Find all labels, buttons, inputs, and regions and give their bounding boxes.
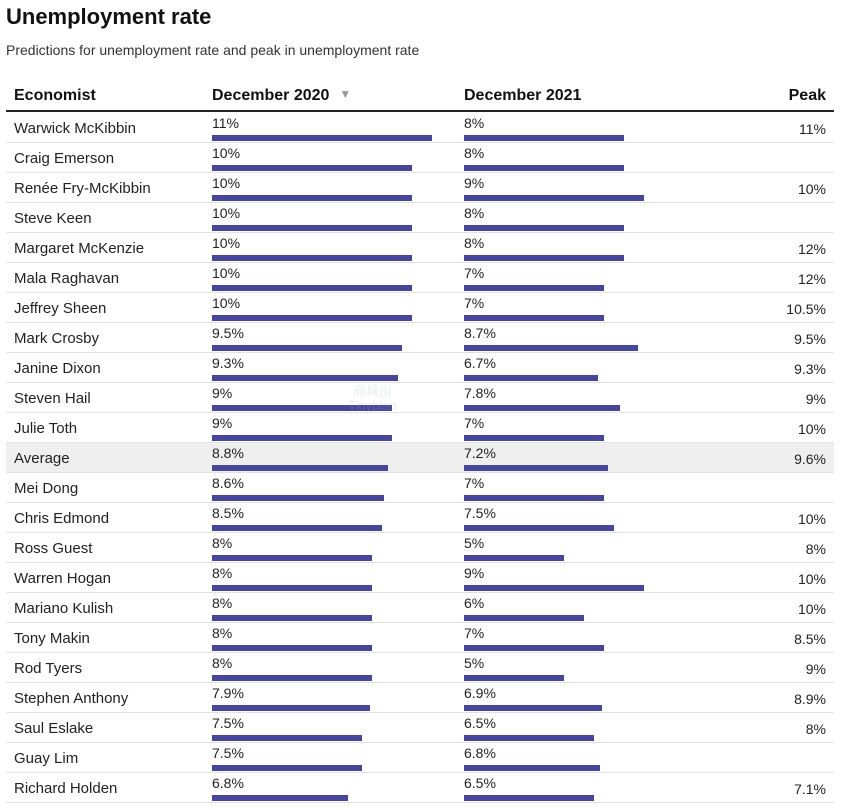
december-2020-bar	[212, 555, 372, 561]
economist-name: Warren Hogan	[14, 570, 111, 587]
december-2021-value: 8%	[464, 235, 485, 251]
december-2021-value: 8.7%	[464, 325, 496, 341]
table-row	[6, 683, 834, 713]
december-2020-value: 8.5%	[212, 505, 244, 521]
december-2021-bar	[464, 645, 604, 651]
december-2020-value: 10%	[212, 145, 241, 161]
december-2020-bar	[212, 135, 432, 141]
sort-descending-icon[interactable]: ▼	[339, 87, 352, 101]
december-2020-value: 8%	[212, 595, 233, 611]
december-2020-bar	[212, 765, 362, 771]
economist-name: Chris Edmond	[14, 510, 110, 527]
december-2020-value: 10%	[212, 235, 241, 251]
december-2021-value: 7%	[464, 415, 485, 431]
december-2021-value: 6.7%	[464, 355, 496, 371]
december-2021-bar	[464, 615, 584, 621]
economist-name: Tony Makin	[14, 630, 90, 647]
table-row	[6, 503, 834, 533]
table-row	[6, 653, 834, 683]
december-2021-bar	[464, 135, 624, 141]
december-2021-value: 6%	[464, 595, 485, 611]
peak-value: 9.5%	[794, 331, 826, 347]
peak-value: 9%	[805, 661, 826, 677]
december-2020-value: 9%	[212, 415, 233, 431]
december-2020-value: 8%	[212, 625, 233, 641]
december-2020-bar	[212, 735, 362, 741]
table-row	[6, 533, 834, 563]
economist-name: Average	[14, 450, 70, 467]
december-2020-value: 6.8%	[212, 775, 244, 791]
december-2021-value: 8%	[464, 205, 485, 221]
peak-value: 7.1%	[794, 781, 826, 797]
table-header	[6, 82, 834, 112]
december-2020-bar	[212, 645, 372, 651]
december-2020-bar	[212, 285, 412, 291]
december-2020-value: 8.8%	[212, 445, 244, 461]
column-header-peak[interactable]: Peak	[788, 87, 826, 104]
december-2020-bar	[212, 405, 392, 411]
table-row	[6, 383, 834, 413]
december-2020-bar	[212, 615, 372, 621]
december-2021-value: 6.5%	[464, 715, 496, 731]
economist-name: Steve Keen	[14, 210, 92, 227]
column-header-december-2020[interactable]	[212, 87, 351, 105]
december-2021-bar	[464, 705, 602, 711]
december-2020-bar	[212, 255, 412, 261]
peak-value: 11%	[799, 121, 826, 137]
december-2020-value: 8%	[212, 655, 233, 671]
december-2020-value: 9.5%	[212, 325, 244, 341]
economist-name: Julie Toth	[14, 420, 78, 437]
december-2020-value: 8.6%	[212, 475, 244, 491]
december-2020-value: 7.5%	[212, 745, 244, 761]
economist-name: Rod Tyers	[14, 660, 83, 677]
december-2021-bar	[464, 735, 594, 741]
peak-value: 8.5%	[794, 631, 826, 647]
economist-name: Stephen Anthony	[14, 690, 129, 707]
economist-name: Ross Guest	[14, 540, 93, 557]
economist-name: Mala Raghavan	[14, 270, 120, 287]
december-2021-value: 7%	[464, 625, 485, 641]
december-2020-bar	[212, 525, 382, 531]
december-2020-value: 8%	[212, 565, 233, 581]
december-2020-value: 10%	[212, 205, 241, 221]
december-2020-value: 7.5%	[212, 715, 244, 731]
december-2020-bar	[212, 795, 348, 801]
table-row	[6, 203, 834, 233]
december-2021-bar	[464, 285, 604, 291]
peak-value: 9.6%	[794, 451, 826, 467]
economist-name: Mei Dong	[14, 480, 79, 497]
economist-name: Margaret McKenzie	[14, 240, 145, 257]
economist-name: Renée Fry-McKibbin	[14, 180, 151, 197]
december-2021-value: 5%	[464, 655, 485, 671]
december-2021-value: 5%	[464, 535, 485, 551]
december-2021-bar	[464, 405, 620, 411]
december-2020-value: 10%	[212, 295, 241, 311]
december-2020-bar	[212, 165, 412, 171]
economist-name: Saul Eslake	[14, 720, 94, 737]
december-2021-value: 7.5%	[464, 505, 496, 521]
december-2021-bar	[464, 315, 604, 321]
december-2021-value: 9%	[464, 565, 485, 581]
peak-value: 10%	[797, 181, 826, 197]
table-row	[6, 623, 834, 653]
economist-name: Warwick McKibbin	[14, 120, 136, 137]
december-2020-value: 8%	[212, 535, 233, 551]
peak-value: 9%	[805, 391, 826, 407]
chart-subtitle: Predictions for unemployment rate and peak in unemployment rate	[6, 42, 420, 58]
peak-value: 12%	[797, 241, 826, 257]
peak-value: 10%	[797, 421, 826, 437]
december-2021-bar	[464, 675, 564, 681]
table-row	[6, 593, 834, 623]
december-2020-value: 11%	[212, 115, 239, 131]
december-2020-bar	[212, 435, 392, 441]
december-2020-bar	[212, 585, 372, 591]
table-row	[6, 113, 834, 143]
table-row	[6, 413, 834, 443]
december-2020-bar	[212, 315, 412, 321]
peak-value: 10%	[797, 571, 826, 587]
december-2021-bar	[464, 345, 638, 351]
economist-name: Craig Emerson	[14, 150, 115, 167]
peak-value: 12%	[797, 271, 826, 287]
table-row	[6, 473, 834, 503]
december-2021-bar	[464, 435, 604, 441]
economist-name: Richard Holden	[14, 780, 118, 797]
december-2021-bar	[464, 525, 614, 531]
december-2020-value: 10%	[212, 265, 241, 281]
economist-name: Guay Lim	[14, 750, 79, 767]
december-2021-value: 6.9%	[464, 685, 496, 701]
december-2021-value: 7.2%	[464, 445, 496, 461]
december-2021-bar	[464, 555, 564, 561]
table-row	[6, 713, 834, 743]
watermark-line2: Tinybian	[348, 398, 397, 413]
economist-name: Jeffrey Sheen	[14, 300, 107, 317]
december-2020-value: 9.3%	[212, 355, 244, 371]
table-row	[6, 293, 834, 323]
december-2021-value: 8%	[464, 145, 485, 161]
december-2021-bar	[464, 195, 644, 201]
peak-value: 10%	[797, 601, 826, 617]
december-2020-bar	[212, 705, 370, 711]
december-2021-value: 8%	[464, 115, 485, 131]
december-2021-bar	[464, 375, 598, 381]
peak-value: 10%	[797, 511, 826, 527]
peak-value: 8.9%	[794, 691, 826, 707]
watermark-line1: 商城由	[352, 384, 392, 399]
december-2020-bar	[212, 375, 398, 381]
december-2021-bar	[464, 585, 644, 591]
december-2021-value: 7%	[464, 475, 485, 491]
peak-value: 10.5%	[786, 301, 826, 317]
december-2021-value: 7%	[464, 265, 485, 281]
december-2020-bar	[212, 225, 412, 231]
economist-name: Janine Dixon	[14, 360, 101, 377]
december-2021-value: 6.8%	[464, 745, 496, 761]
peak-value: 8%	[805, 541, 826, 557]
december-2021-bar	[464, 795, 594, 801]
table-row	[6, 263, 834, 293]
economist-name: Mark Crosby	[14, 330, 100, 347]
peak-value: 8%	[805, 721, 826, 737]
december-2020-value: 9%	[212, 385, 233, 401]
table-row	[6, 323, 834, 353]
december-2021-value: 7.8%	[464, 385, 496, 401]
december-2021-bar	[464, 255, 624, 261]
table-row	[6, 353, 834, 383]
december-2020-bar	[212, 675, 372, 681]
table-row	[6, 233, 834, 263]
average-row	[6, 443, 834, 473]
chart-title: Unemployment rate	[6, 4, 212, 29]
december-2020-bar	[212, 495, 384, 501]
december-2020-value: 10%	[212, 175, 241, 191]
december-2021-bar	[464, 495, 604, 501]
table-row	[6, 563, 834, 593]
table-row	[6, 743, 834, 773]
december-2021-value: 7%	[464, 295, 485, 311]
december-2020-value: 7.9%	[212, 685, 244, 701]
economist-name: Mariano Kulish	[14, 600, 114, 617]
december-2021-bar	[464, 225, 624, 231]
table-row	[6, 773, 834, 803]
table-body	[6, 113, 834, 803]
december-2021-value: 9%	[464, 175, 485, 191]
column-header-economist[interactable]: Economist	[14, 87, 96, 104]
december-2020-bar	[212, 465, 388, 471]
table-row	[6, 173, 834, 203]
december-2020-bar	[212, 345, 402, 351]
december-2021-bar	[464, 765, 600, 771]
column-header-december-2020-label: December 2020	[212, 87, 330, 104]
table-row	[6, 143, 834, 173]
column-header-december-2021[interactable]: December 2021	[464, 87, 582, 104]
december-2020-bar	[212, 195, 412, 201]
december-2021-bar	[464, 165, 624, 171]
economist-name: Steven Hail	[14, 390, 91, 407]
december-2021-value: 6.5%	[464, 775, 496, 791]
peak-value: 9.3%	[794, 361, 826, 377]
december-2021-bar	[464, 465, 608, 471]
